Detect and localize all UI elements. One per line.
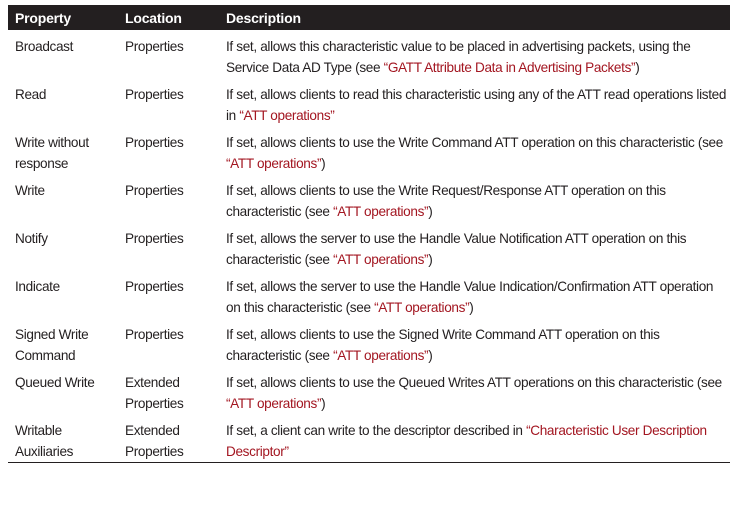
property-cell: Writable Auxiliaries — [8, 414, 118, 463]
table-header-row — [8, 5, 730, 30]
property-cell: Indicate — [15, 279, 60, 294]
description-cell — [219, 414, 730, 463]
table-row — [8, 174, 730, 222]
location-cell: Properties — [125, 231, 184, 246]
description-text: If set, allows clients to use the Queued Writes ATT operations on this characteristic (see — [226, 375, 722, 390]
description-tail: ) — [469, 300, 474, 315]
property-cell: Write — [15, 183, 45, 198]
header-description: Description — [219, 5, 730, 30]
location-cell: Extended Properties — [125, 375, 184, 411]
description-tail: ) — [321, 156, 326, 171]
cross-reference-link[interactable]: “ATT operations” — [333, 348, 429, 363]
cross-reference-link[interactable]: “ATT operations” — [333, 252, 429, 267]
cross-reference-link[interactable]: “ATT operations” — [226, 156, 322, 171]
header-property: Property — [8, 5, 118, 30]
description-text: If set, a client can write to the descriptor described in — [226, 423, 527, 438]
header-location: Location — [118, 5, 219, 30]
location-cell: Properties — [125, 39, 184, 54]
cross-reference-link[interactable]: “GATT Attribute Data in Advertising Packets” — [383, 60, 636, 75]
location-cell: Properties — [125, 135, 184, 150]
location-cell: Properties — [125, 279, 184, 294]
cross-reference-link[interactable]: “ATT operations” — [226, 396, 322, 411]
description-cell — [219, 126, 730, 174]
cross-reference-link[interactable]: “ATT operations” — [239, 108, 335, 123]
location-cell: Properties — [125, 327, 184, 342]
table-row — [8, 78, 730, 126]
table-row — [8, 222, 730, 270]
table-row — [8, 366, 730, 414]
characteristic-properties-table — [8, 5, 730, 463]
description-text: If set, allows clients to use the Write Request/Response ATT operation on this characteristic (see — [226, 183, 666, 219]
property-cell: Notify — [15, 231, 48, 246]
cross-reference-link[interactable]: “Characteristic User Description Descriptor” — [226, 423, 707, 459]
description-tail: ) — [428, 252, 433, 267]
location-cell: Properties — [125, 87, 184, 102]
table-row — [8, 318, 730, 366]
description-text: If set, allows this characteristic value to be placed in advertising packets, using the Service Data AD Type (see — [226, 39, 691, 75]
description-tail: ) — [428, 348, 433, 363]
description-tail: ) — [428, 204, 433, 219]
location-cell: Extended Properties — [118, 414, 219, 463]
property-cell: Read — [15, 87, 47, 102]
description-tail: ) — [635, 60, 640, 75]
description-text: If set, allows the server to use the Handle Value Indication/Confirmation ATT operation on this characteristic (see — [226, 279, 714, 315]
description-tail: ) — [321, 396, 326, 411]
table-row — [8, 270, 730, 318]
cross-reference-link[interactable]: “ATT operations” — [333, 204, 429, 219]
cross-reference-link[interactable]: “ATT operations” — [374, 300, 470, 315]
description-cell — [219, 78, 730, 126]
table-row — [8, 126, 730, 174]
description-cell — [219, 30, 730, 78]
description-cell — [219, 270, 730, 318]
description-cell — [219, 366, 730, 414]
property-cell: Write without response — [15, 135, 89, 171]
description-cell — [219, 174, 730, 222]
location-cell: Properties — [125, 183, 184, 198]
table-row — [8, 414, 730, 463]
property-cell: Queued Write — [15, 375, 95, 390]
description-text: If set, allows clients to use the Signed Write Command ATT operation on this characteristic (see — [226, 327, 660, 363]
description-cell — [219, 222, 730, 270]
description-cell — [219, 318, 730, 366]
property-cell: Broadcast — [15, 39, 74, 54]
table-row — [8, 30, 730, 78]
description-text: If set, allows the server to use the Handle Value Notification ATT operation on this characteristic (see — [226, 231, 687, 267]
property-cell: Signed Write Command — [15, 327, 89, 363]
description-text: If set, allows clients to use the Write Command ATT operation on this characteristic (see — [226, 135, 723, 150]
description-text: If set, allows clients to read this characteristic using any of the ATT read operations listed in — [226, 87, 727, 123]
